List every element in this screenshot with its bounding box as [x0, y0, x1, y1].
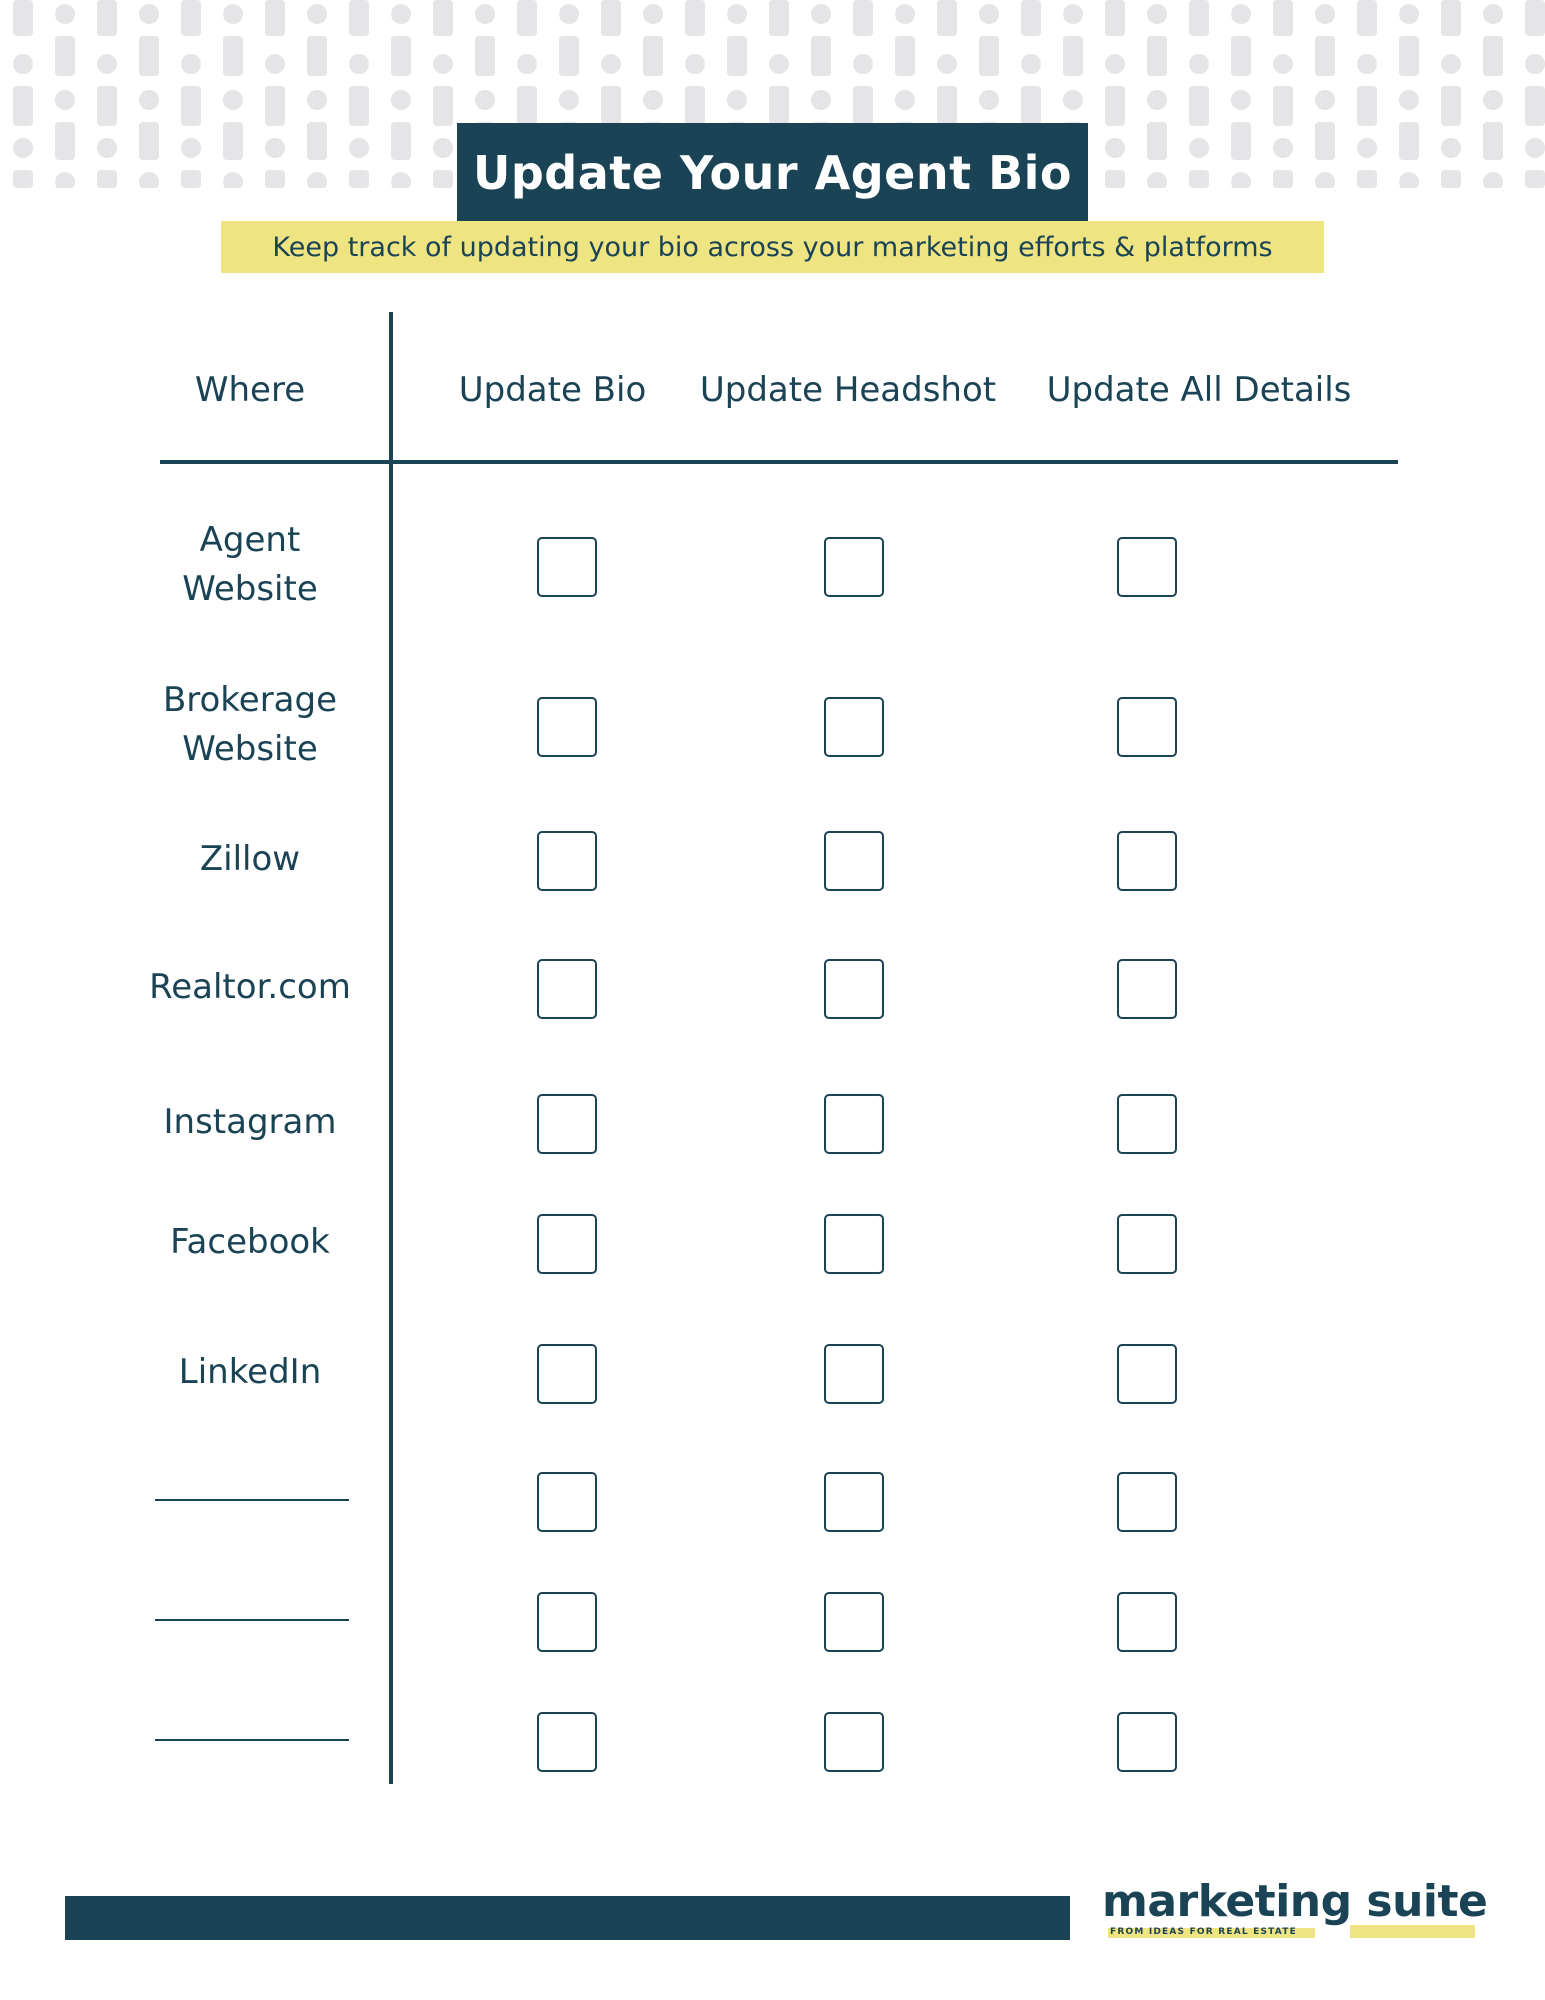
pattern-bar [1231, 122, 1251, 160]
pattern-bar [349, 170, 369, 188]
pattern-bar [769, 0, 789, 36]
pattern-bar [265, 86, 285, 126]
pattern-dot [1147, 172, 1167, 188]
pattern-bar [1525, 0, 1545, 36]
pattern-bar [1231, 36, 1251, 76]
pattern-bar [517, 0, 537, 36]
checkbox-update-all-details[interactable] [1117, 697, 1177, 757]
pattern-dot [1441, 138, 1461, 158]
pattern-dot [139, 90, 159, 110]
pattern-dot [97, 54, 117, 74]
pattern-dot [895, 90, 915, 110]
pattern-bar [685, 0, 705, 36]
pattern-bar [97, 0, 117, 36]
pattern-bar [1063, 36, 1083, 76]
pattern-dot [1525, 138, 1545, 158]
pattern-bar [1357, 170, 1377, 188]
pattern-dot [1315, 172, 1335, 188]
pattern-bar [1147, 122, 1167, 160]
pattern-bar [97, 170, 117, 188]
pattern-bar [979, 36, 999, 76]
pattern-bar [937, 0, 957, 36]
pattern-dot [1189, 54, 1209, 74]
pattern-dot [1231, 4, 1251, 24]
column-header-where: Where [194, 370, 306, 410]
subtitle-banner [221, 221, 1324, 273]
row-label: Realtor.com [149, 966, 351, 1007]
pattern-dot [391, 172, 411, 188]
checkbox-update-all-details[interactable] [1117, 1214, 1177, 1274]
pattern-bar [601, 86, 621, 126]
pattern-bar [265, 170, 285, 188]
column-header-update-headshot: Update Headshot [699, 370, 997, 410]
pattern-dot [307, 172, 327, 188]
pattern-bar [1105, 86, 1125, 126]
checkbox-update-all-details[interactable] [1117, 1592, 1177, 1652]
checkbox-update-all-details[interactable] [1117, 1712, 1177, 1772]
column-header-update-all-details: Update All Details [1046, 370, 1352, 410]
pattern-dot [811, 90, 831, 110]
checkbox-update-headshot[interactable] [824, 831, 884, 891]
pattern-dot [727, 4, 747, 24]
pattern-dot [349, 138, 369, 158]
pattern-bar [1483, 122, 1503, 160]
pattern-dot [13, 138, 33, 158]
pattern-bar [1399, 36, 1419, 76]
pattern-dot [937, 54, 957, 74]
pattern-dot [979, 90, 999, 110]
table-header-divider [160, 460, 1398, 464]
checkbox-update-bio[interactable] [537, 537, 597, 597]
pattern-bar [1441, 170, 1461, 188]
row-label: LinkedIn [178, 1351, 322, 1392]
footer-bar [65, 1896, 1070, 1940]
pattern-dot [1273, 54, 1293, 74]
pattern-dot [55, 90, 75, 110]
pattern-bar [265, 0, 285, 36]
checkbox-update-bio[interactable] [537, 1592, 597, 1652]
pattern-dot [1231, 172, 1251, 188]
pattern-bar [643, 36, 663, 76]
pattern-bar [139, 36, 159, 76]
title-banner [457, 123, 1088, 222]
pattern-bar [181, 0, 201, 36]
pattern-dot [643, 4, 663, 24]
pattern-dot [1273, 138, 1293, 158]
pattern-bar [853, 86, 873, 126]
pattern-dot [391, 4, 411, 24]
pattern-bar [223, 122, 243, 160]
pattern-bar [223, 36, 243, 76]
pattern-bar [1105, 170, 1125, 188]
pattern-bar [97, 86, 117, 126]
pattern-bar [1441, 0, 1461, 36]
pattern-bar [1273, 86, 1293, 126]
pattern-bar [349, 0, 369, 36]
row-label: Zillow [199, 838, 301, 879]
logo-tagline: FROM IDEAS FOR REAL ESTATE [1110, 1927, 1297, 1937]
pattern-bar [391, 122, 411, 160]
pattern-bar [1105, 0, 1125, 36]
pattern-dot [601, 54, 621, 74]
pattern-dot [307, 4, 327, 24]
pattern-dot [181, 138, 201, 158]
checkbox-update-all-details[interactable] [1117, 537, 1177, 597]
pattern-dot [391, 90, 411, 110]
pattern-dot [55, 4, 75, 24]
blank-entry-line[interactable] [155, 1499, 349, 1501]
row-label: Facebook [170, 1221, 330, 1262]
pattern-bar [13, 170, 33, 188]
pattern-dot [1147, 4, 1167, 24]
pattern-dot [13, 54, 33, 74]
pattern-bar [1357, 0, 1377, 36]
pattern-bar [1147, 36, 1167, 76]
pattern-dot [97, 138, 117, 158]
pattern-bar [139, 122, 159, 160]
pattern-bar [811, 36, 831, 76]
pattern-dot [559, 4, 579, 24]
pattern-bar [391, 36, 411, 76]
checkbox-update-bio[interactable] [537, 1344, 597, 1404]
pattern-dot [895, 4, 915, 24]
checkbox-update-headshot[interactable] [824, 1214, 884, 1274]
pattern-dot [475, 4, 495, 24]
pattern-bar [1399, 122, 1419, 160]
pattern-bar [769, 86, 789, 126]
pattern-dot [139, 172, 159, 188]
pattern-bar [307, 36, 327, 76]
pattern-bar [55, 36, 75, 76]
checkbox-update-all-details[interactable] [1117, 831, 1177, 891]
pattern-dot [769, 54, 789, 74]
pattern-bar [1273, 0, 1293, 36]
pattern-dot [433, 54, 453, 74]
pattern-dot [1147, 90, 1167, 110]
pattern-bar [853, 0, 873, 36]
checkbox-update-headshot[interactable] [824, 1344, 884, 1404]
checkbox-update-bio[interactable] [537, 1472, 597, 1532]
pattern-bar [1189, 170, 1209, 188]
pattern-dot [1021, 54, 1041, 74]
checkbox-update-all-details[interactable] [1117, 1472, 1177, 1532]
pattern-bar [181, 170, 201, 188]
pattern-bar [307, 122, 327, 160]
pattern-bar [1021, 86, 1041, 126]
pattern-bar [1021, 0, 1041, 36]
pattern-dot [223, 172, 243, 188]
pattern-dot [1399, 4, 1419, 24]
pattern-bar [1525, 170, 1545, 188]
pattern-dot [1357, 54, 1377, 74]
pattern-dot [349, 54, 369, 74]
pattern-dot [265, 138, 285, 158]
pattern-bar [727, 36, 747, 76]
pattern-dot [1063, 4, 1083, 24]
table-vertical-divider [389, 312, 393, 1784]
pattern-bar [895, 36, 915, 76]
pattern-dot [1105, 138, 1125, 158]
checkbox-update-bio[interactable] [537, 959, 597, 1019]
pattern-dot [475, 90, 495, 110]
checkbox-update-bio[interactable] [537, 1094, 597, 1154]
pattern-dot [433, 138, 453, 158]
pattern-dot [685, 54, 705, 74]
pattern-bar [1273, 170, 1293, 188]
pattern-dot [1105, 54, 1125, 74]
column-header-update-bio: Update Bio [458, 370, 647, 410]
pattern-dot [1357, 138, 1377, 158]
pattern-dot [1315, 90, 1335, 110]
pattern-dot [1399, 90, 1419, 110]
checkbox-update-headshot[interactable] [824, 537, 884, 597]
pattern-dot [643, 90, 663, 110]
pattern-dot [139, 4, 159, 24]
pattern-bar [1357, 86, 1377, 126]
pattern-bar [181, 86, 201, 126]
pattern-bar [601, 0, 621, 36]
checkbox-update-bio[interactable] [537, 1214, 597, 1274]
pattern-bar [1315, 36, 1335, 76]
pattern-bar [685, 86, 705, 126]
marketing-suite-logo [1100, 1876, 1488, 1944]
pattern-dot [853, 54, 873, 74]
checkbox-update-all-details[interactable] [1117, 1344, 1177, 1404]
pattern-bar [1441, 86, 1461, 126]
pattern-bar [937, 86, 957, 126]
pattern-bar [433, 170, 453, 188]
pattern-bar [1525, 86, 1545, 126]
pattern-dot [1483, 90, 1503, 110]
page-subtitle: Keep track of updating your bio across your marketing efforts & platforms [272, 231, 1273, 263]
pattern-dot [181, 54, 201, 74]
pattern-dot [1441, 54, 1461, 74]
checkbox-update-all-details[interactable] [1117, 959, 1177, 1019]
pattern-bar [1189, 0, 1209, 36]
checkbox-update-headshot[interactable] [824, 1592, 884, 1652]
checkbox-update-headshot[interactable] [824, 1094, 884, 1154]
pattern-dot [1525, 54, 1545, 74]
checkbox-update-headshot[interactable] [824, 959, 884, 1019]
pattern-dot [979, 4, 999, 24]
pattern-bar [475, 36, 495, 76]
pattern-bar [13, 86, 33, 126]
pattern-dot [223, 4, 243, 24]
pattern-bar [433, 86, 453, 126]
pattern-dot [517, 54, 537, 74]
checkbox-update-bio[interactable] [537, 697, 597, 757]
pattern-dot [307, 90, 327, 110]
pattern-bar [13, 0, 33, 36]
pattern-dot [559, 90, 579, 110]
pattern-bar [433, 0, 453, 36]
checkbox-update-all-details[interactable] [1117, 1094, 1177, 1154]
pattern-bar [349, 86, 369, 126]
pattern-bar [559, 36, 579, 76]
pattern-dot [1231, 90, 1251, 110]
checkbox-update-bio[interactable] [537, 831, 597, 891]
row-label: Brokerage Website [162, 680, 338, 769]
pattern-dot [1483, 4, 1503, 24]
blank-entry-line[interactable] [155, 1619, 349, 1621]
pattern-bar [1189, 86, 1209, 126]
logo-wordmark: marketing suite [1102, 1876, 1488, 1927]
checkbox-update-headshot[interactable] [824, 1472, 884, 1532]
pattern-dot [1063, 90, 1083, 110]
row-label: Agent Website [182, 520, 318, 609]
row-label: Instagram [163, 1101, 337, 1142]
pattern-bar [1315, 122, 1335, 160]
pattern-dot [1399, 172, 1419, 188]
checkbox-update-headshot[interactable] [824, 697, 884, 757]
page-title: Update Your Agent Bio [473, 145, 1072, 200]
pattern-dot [223, 90, 243, 110]
pattern-dot [265, 54, 285, 74]
pattern-dot [1189, 138, 1209, 158]
pattern-dot [727, 90, 747, 110]
pattern-dot [1483, 172, 1503, 188]
pattern-dot [1315, 4, 1335, 24]
checkbox-update-bio[interactable] [537, 1712, 597, 1772]
pattern-dot [811, 4, 831, 24]
pattern-bar [55, 122, 75, 160]
pattern-bar [517, 86, 537, 126]
pattern-dot [55, 172, 75, 188]
checkbox-update-headshot[interactable] [824, 1712, 884, 1772]
pattern-bar [1483, 36, 1503, 76]
blank-entry-line[interactable] [155, 1739, 349, 1741]
